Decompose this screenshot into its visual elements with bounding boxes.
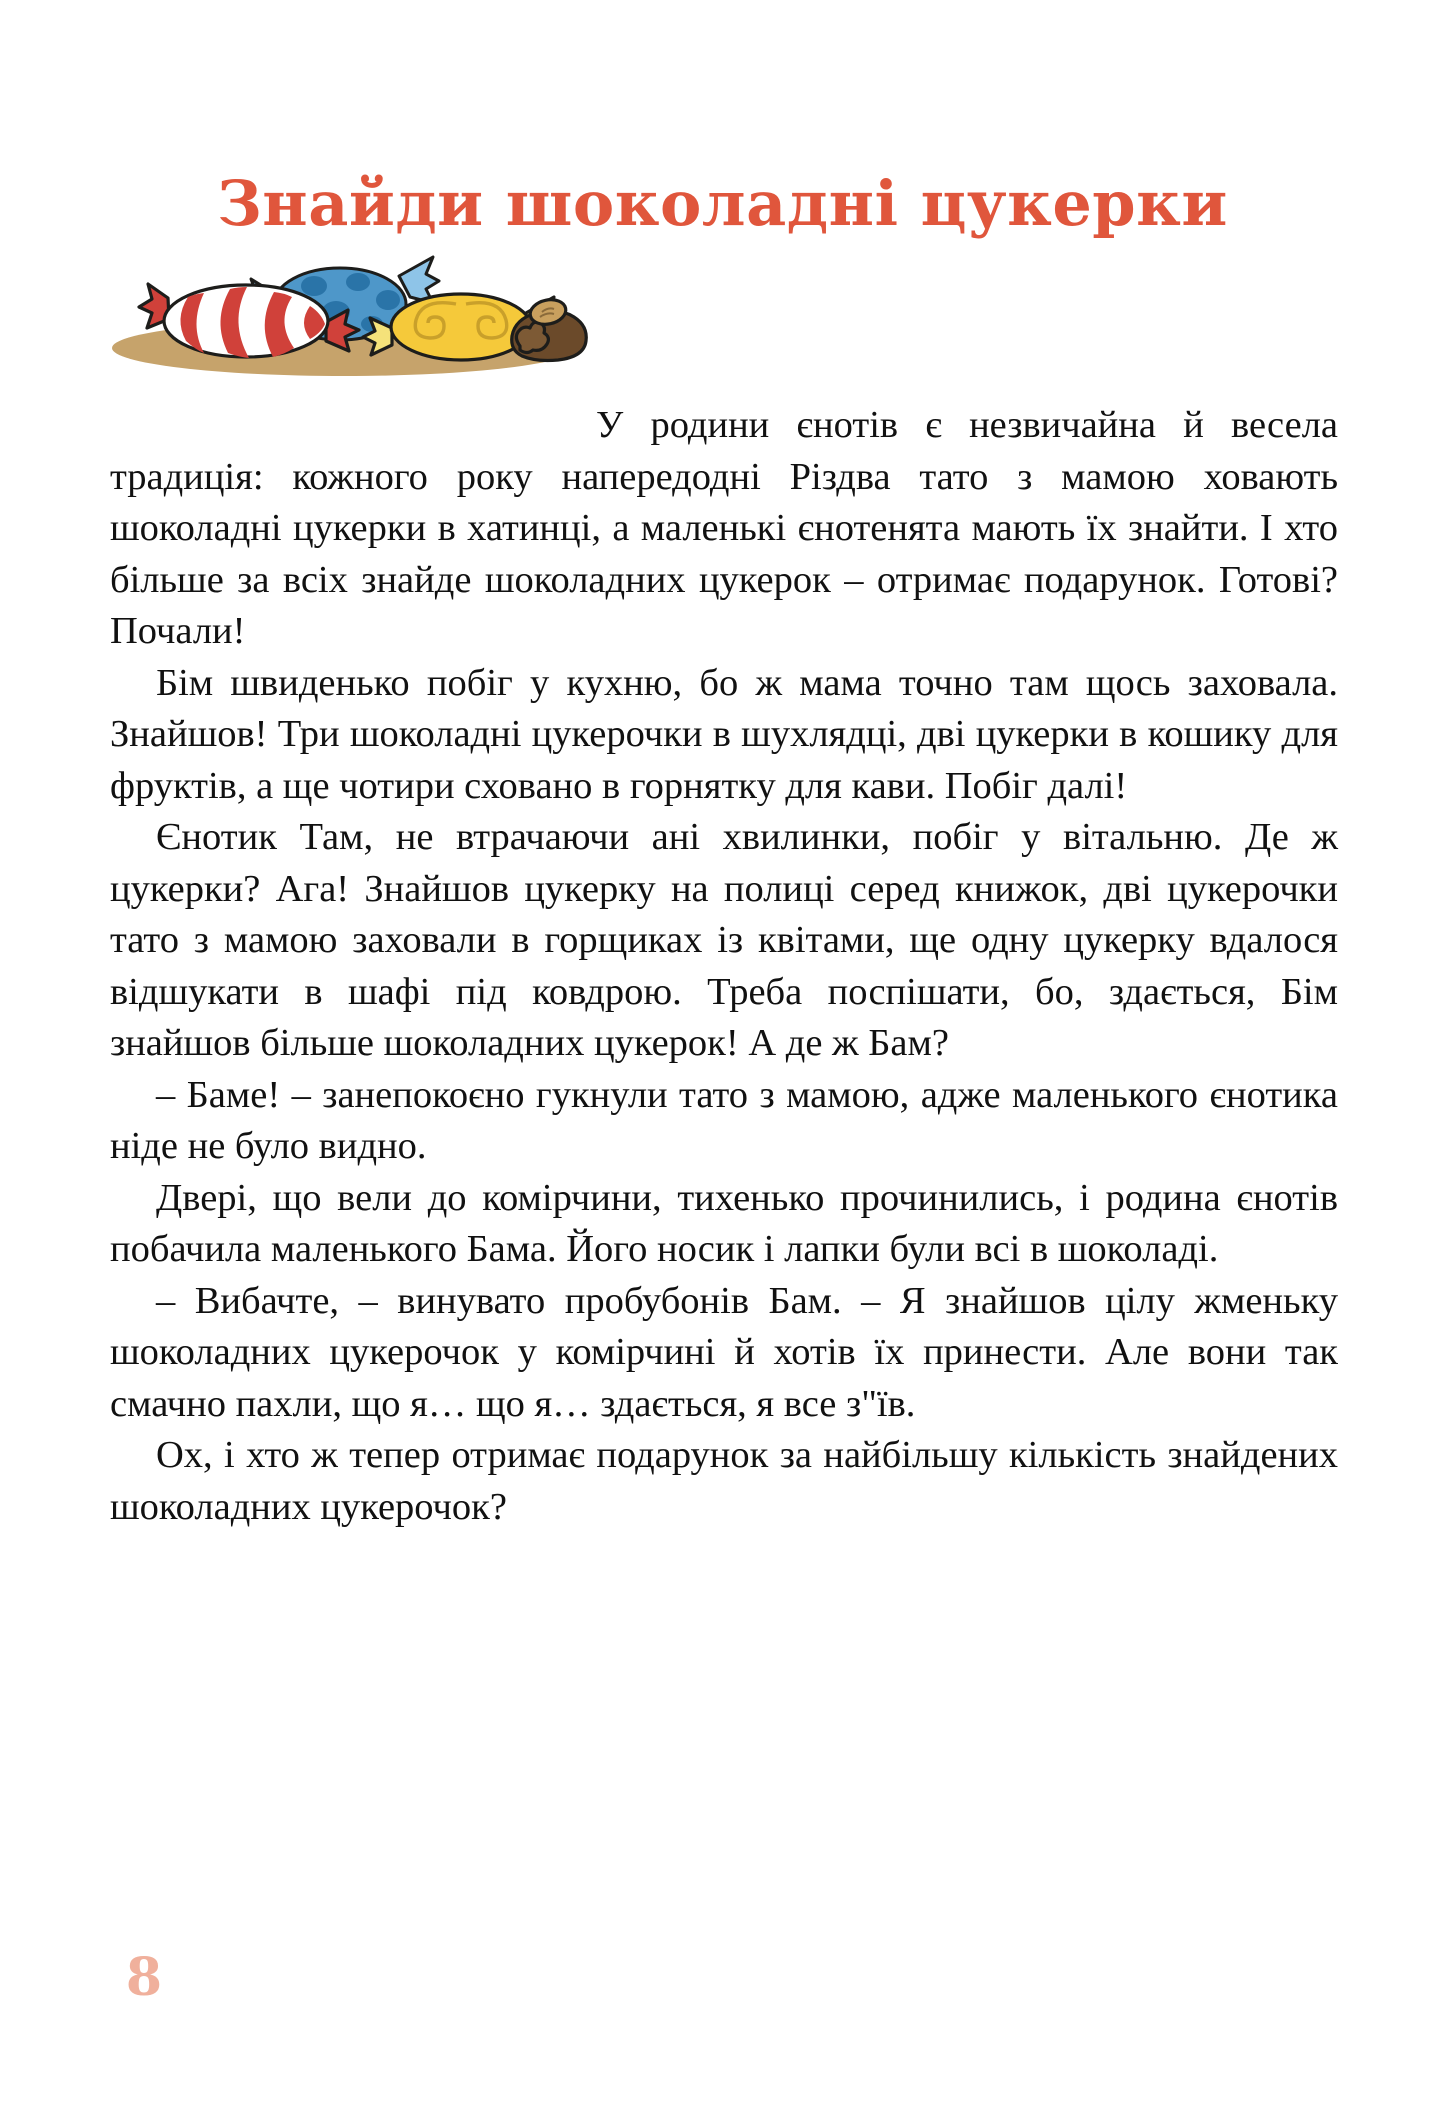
paragraph-text: У родини єнотів є незвичайна й весела традиція: кожного року напередодні Різдва тато з мамою ховають шоколадні цукерки в хатинці, а маленькі єнотенята мають їх знайти. І хто більше за всіх знайде шоколадних цукерок – отримає подарунок. Готові? Почали! — [110, 404, 1338, 652]
story-paragraph-4: – Баме! – занепокоєно гукнули тато з мамою, адже маленького єнотика ніде не було видно. — [110, 1073, 1338, 1167]
story-paragraph-1 — [110, 400, 1338, 658]
candies-and-chocolate-illustration — [96, 238, 596, 380]
story-body — [110, 400, 1338, 1533]
story-paragraph-6: – Вибачте, – винувато пробубонів Бам. – Я знайшов цілу жменьку шоколадних цукерочок у комірчині й хотів їх принести. Але вони так смачно пахли, що я… що я… здається, я все з"їв. — [110, 1279, 1338, 1425]
page-number: 8 — [125, 1947, 163, 2008]
story-paragraph-3: Єнотик Там, не втрачаючи ані хвилинки, побіг у вітальню. Де ж цукерки? Ага! Знайшов цукерку на полиці серед книжок, дві цукерочки тато з мамою заховали в горщиках із квітами, ще одну цукерку вдалося відшукати в шафі під ковдрою. Треба поспішати, бо, здається, Бім знайшов більше шоколадних цукерок! А де ж Бам? — [110, 816, 1338, 1064]
story-paragraph-2: Бім швиденько побіг у кухню, бо ж мама точно там щось заховала. Знайшов! Три шоколадні цукерочки в шухлядці, дві цукерки в кошику для фруктів, а ще чотири сховано в горнятку для кави. Побіг далі! — [110, 661, 1338, 807]
story-paragraph-5: Двері, що вели до комірчини, тихенько прочинились, і родина єнотів побачила маленького Бама. Його носик і лапки були всі в шоколаді. — [110, 1176, 1338, 1270]
illustration-text-wrap-spacer — [110, 400, 596, 414]
story-paragraph-7: Ох, і хто ж тепер отримає подарунок за найбільшу кількість знайдених шоколадних цукерочок? — [110, 1434, 1338, 1528]
page-title: Знайди шоколадні цукерки — [217, 166, 1228, 240]
chocolate-piece — [512, 297, 587, 361]
